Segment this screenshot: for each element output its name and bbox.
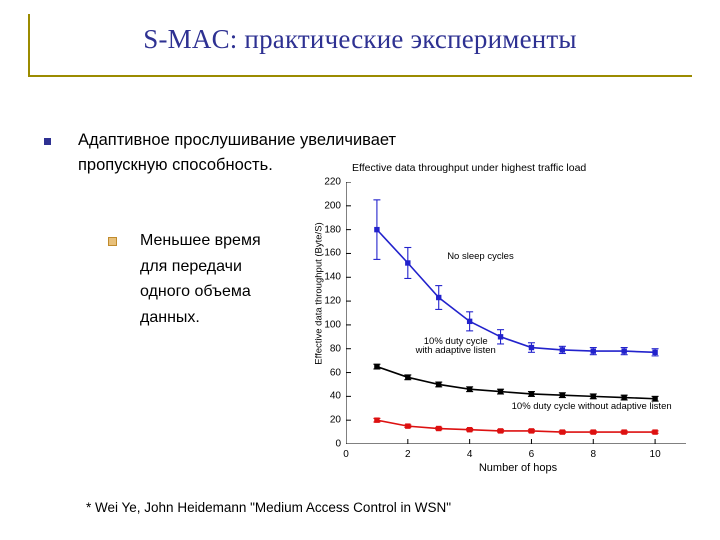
- chart-y-tick-label: 80: [329, 343, 341, 355]
- chart-annotation: with adaptive listen: [415, 345, 496, 357]
- chart-x-tick-label: 0: [343, 449, 349, 460]
- throughput-chart: [288, 160, 698, 485]
- chart-y-tick-label: 200: [324, 200, 341, 212]
- chart-x-tick-label: 10: [649, 449, 661, 460]
- chart-y-tick-label: 0: [335, 438, 341, 450]
- chart-annotation: 10% duty cycle without adaptive listen: [511, 401, 672, 413]
- chart-x-tick-label: 2: [405, 449, 411, 460]
- chart-plot-area: [324, 176, 686, 460]
- bullet-text-level1: Адаптивное прослушивание увеличивает пропускную способность.: [78, 131, 397, 174]
- chart-title: Effective data throughput under highest traffic load: [352, 162, 587, 174]
- chart-y-axis-label: Effective data throughput (Byte/S): [313, 222, 325, 365]
- chart-y-tick-label: 60: [329, 367, 341, 379]
- chart-y-tick-label: 120: [324, 295, 341, 307]
- chart-y-tick-label: 220: [324, 176, 341, 188]
- bullet-text-level2: Меньшее время для передачи одного объема данных.: [140, 232, 261, 326]
- chart-y-tick-label: 160: [324, 247, 341, 259]
- chart-x-tick-label: 8: [590, 449, 597, 460]
- chart-x-tick-label: 6: [528, 449, 535, 460]
- chart-y-tick-label: 140: [324, 271, 341, 283]
- chart-y-tick-label: 40: [329, 390, 341, 402]
- footnote: * Wei Ye, John Heidemann "Medium Access Control in WSN": [86, 500, 452, 515]
- title-frame-horizontal-rule: [28, 75, 692, 77]
- bullet-marker-level2: [108, 233, 120, 245]
- chart-y-tick-label: 100: [324, 319, 341, 331]
- chart-x-tick-label: 4: [466, 449, 473, 460]
- page-title: S-MAC: практические эксперименты: [143, 24, 577, 54]
- title-frame-vertical-rule: [28, 14, 30, 76]
- chart-annotation: No sleep cycles: [447, 251, 514, 263]
- chart-y-tick-label: 20: [329, 414, 341, 426]
- chart-x-axis-label: Number of hops: [478, 462, 558, 474]
- bullet-marker-level1: [44, 134, 58, 148]
- chart-y-tick-label: 180: [324, 224, 341, 236]
- chart-annotation: 10% duty cycle: [423, 335, 488, 347]
